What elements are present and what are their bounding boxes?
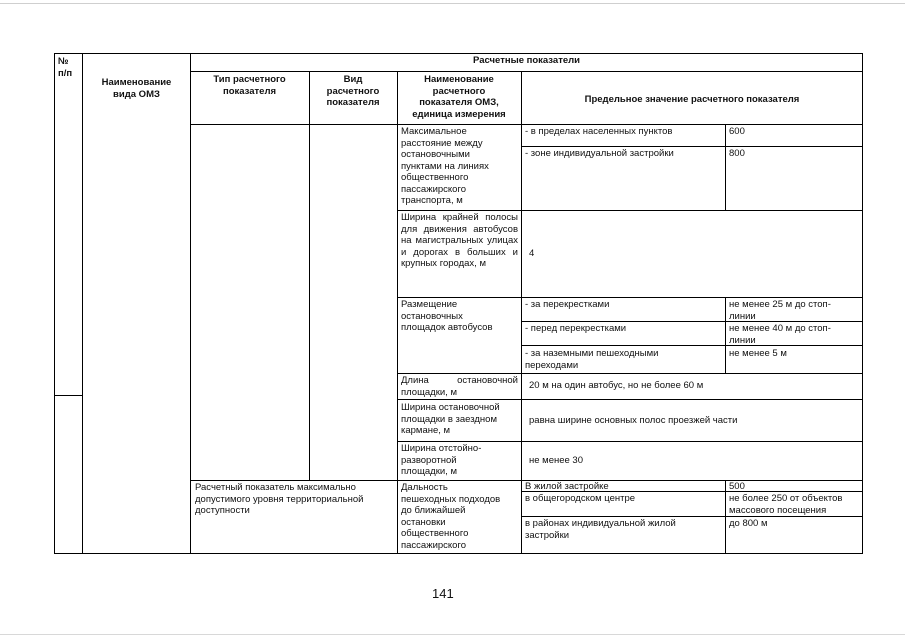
col-divider-indicator: [521, 71, 522, 554]
r1-cond-1: - в пределах населенных пунктов: [525, 126, 673, 137]
r7-type: Расчетный показатель максимально допустимого уровня территориальной доступности: [195, 482, 364, 516]
r7-value-1: 500: [729, 481, 745, 492]
r1-bottom: [397, 210, 863, 211]
r7-cond-1: В жилой застройке: [525, 481, 609, 492]
header-calc-indicators: Расчетные показатели: [472, 55, 581, 66]
r3-value-divider: [725, 297, 726, 373]
r2-bottom: [397, 297, 863, 298]
r4-value: 20 м на один автобус, но не более 60 м: [529, 380, 704, 391]
r4-name: Длина остановочной площадки, м: [401, 375, 518, 398]
header-omz-type: Наименование вида ОМЗ: [101, 77, 172, 100]
r1-name: Максимальное расстояние между остановочными пунктами на линиях общественного пассажирского транспорта, м: [401, 126, 489, 206]
col-divider-kind: [397, 71, 398, 554]
r1-inner-line: [521, 146, 863, 147]
r7-cond-2: в общегородском центре: [525, 493, 636, 504]
margin-mark: [54, 395, 82, 396]
r2-value: 4: [529, 248, 535, 259]
r3-cond-1: - за перекрестками: [525, 299, 610, 310]
header-indicator-name: Наименование расчетного показателя ОМЗ, единица измерения: [412, 74, 506, 120]
r7-cond-3: в районах индивидуальной жилой застройки: [525, 518, 676, 541]
table-border-bottom: [54, 553, 863, 554]
header-bottom: [190, 124, 863, 125]
r1-cond-2: - зоне индивидуальной застройки: [525, 148, 674, 159]
header-num: № п/п: [58, 56, 73, 79]
col-divider-num: [82, 53, 83, 554]
r4-bottom: [397, 399, 863, 400]
r3-value-2: не менее 40 м до стоп- линии: [729, 323, 831, 346]
r3-value-3: не менее 5 м: [729, 348, 787, 359]
col-divider-name: [190, 53, 191, 554]
table-border-left: [54, 53, 55, 554]
r3-name: Размещение остановочных площадок автобусов: [401, 299, 493, 333]
header-indicator-type: Тип расчетного показателя: [213, 74, 286, 97]
r1-value-1: 600: [729, 126, 745, 137]
col-divider-type: [309, 71, 310, 481]
table-border-right: [862, 53, 863, 554]
r7-inner-line-2: [521, 516, 863, 517]
r3-bottom: [397, 373, 863, 374]
scan-edge-bottom: [0, 634, 905, 635]
header-limit-value: Предельное значение расчетного показателя: [584, 94, 800, 105]
header-subdivider: [190, 71, 863, 72]
table-border-top: [54, 53, 863, 54]
r2-name: Ширина крайней полосы для движения автобусов на магистральных улицах и дорогах в больших и крупных городах, м: [401, 212, 518, 269]
r1-value-2: 800: [729, 148, 745, 159]
r3-cond-2: - перед перекрестками: [525, 323, 627, 334]
r3-value-1: не менее 25 м до стоп- линии: [729, 299, 831, 322]
header-indicator-kind: Вид расчетного показателя: [326, 74, 380, 108]
r5-bottom: [397, 441, 863, 442]
page-number: 141: [432, 586, 454, 601]
r7-value-3: до 800 м: [729, 518, 768, 529]
r6-name: Ширина отстойно- разворотной площадки, м: [401, 443, 482, 477]
r7-name: Дальность пешеходных подходов до ближайшей остановки общественного пассажирского: [401, 482, 501, 551]
r6-value: не менее 30: [529, 455, 584, 466]
scan-edge-top: [0, 3, 905, 4]
r3-cond-3: - за наземными пешеходными переходами: [525, 348, 659, 371]
r5-value: равна ширине основных полос проезжей части: [529, 415, 738, 426]
r1-value-divider: [725, 124, 726, 210]
r5-name: Ширина остановочной площадки в заездном кармане, м: [401, 402, 500, 436]
r7-value-2: не более 250 от объектов массового посещения: [729, 493, 843, 516]
